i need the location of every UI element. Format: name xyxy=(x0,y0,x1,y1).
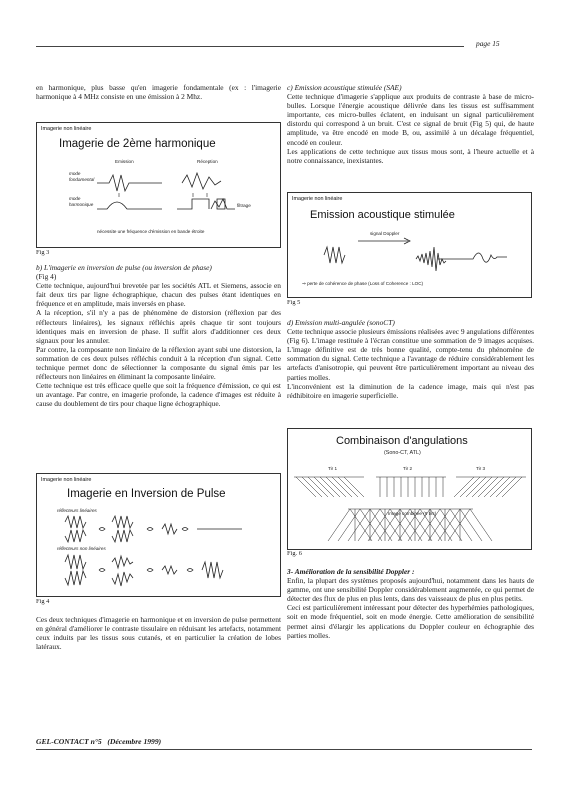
fig5-corner-label: Imagerie non linéaire xyxy=(292,196,343,202)
fig5-signal-label: signal Doppler xyxy=(370,231,400,236)
section-d xyxy=(287,318,534,400)
figure-4 xyxy=(36,473,281,597)
left-column xyxy=(36,83,281,101)
fig4-caption: Fig 4 xyxy=(36,598,50,605)
fig4-title: Imagerie en Inversion de Pulse xyxy=(67,488,226,500)
fig4-waveforms xyxy=(37,474,280,596)
section-d-title: d) Emission multi-angulée (sonoCT) xyxy=(287,318,395,327)
fig6-beams-left xyxy=(294,477,364,497)
left-conclusion xyxy=(36,615,281,651)
fig6-compound-label: Image combinée (9 tirs) xyxy=(388,511,437,516)
section-b-para-3: Par contre, la composante non linéaire de la réflexion ayant subi une distorsion, la sommation de ces deux pulses réfléchis conduit à la réception d'un signal. Cette technique permet donc de sélectionner la composante du signal émis par les réflecteurs non linéaires en éliminant la composante linéaire. xyxy=(36,344,281,382)
fig3-note: nécessite une fréquence d'émission en bande étroite xyxy=(97,229,205,234)
fig6-beam-patterns xyxy=(288,429,531,549)
fig3-waveforms xyxy=(37,123,280,247)
section-c-para-1: Cette technique d'imagerie s'applique aux produits de contraste à base de micro-bulles. Lorsque l'énergie acoustique délivrée dans les tissus est suffisamment importante, ces micro-bulles éclatent, en induisant un signal particulièrement distordu qui correspond à un bruit. C'est ce signal de bruit (Fig 5) qui, de haute amplitude, va être encodé en mode B, ou, assimilé à un décalage fréquentiel, encodé en couleur. xyxy=(287,92,534,147)
conclusion-paragraph: Ces deux techniques d'imagerie en harmonique et en inversion de pulse permettent en général d'améliorer le contraste tissulaire en réduisant les artefacts, notamment ceux induits par les tissus sous cutanés, et en particulier la création de lobes latéraux. xyxy=(36,615,281,652)
fig6-beams-center xyxy=(376,477,446,497)
fig6-compound-mesh xyxy=(328,509,492,541)
section-3-para-1: Enfin, la plupart des systèmes proposés aujourd'hui, notamment dans les hauts de gamme, ont une sensibilité Doppler considérablement augmentée, ce qui permet de détecter des flux de plus en plus lents, dans des vaisseaux de plus en plus petits. xyxy=(287,576,534,604)
fig3-caption: Fig 3 xyxy=(36,249,50,256)
section-b-para-2: A la réception, s'il n'y a pas de phénomène de distorsion (réflexion par des réflecteurs linéaires), les signaux réfléchis après chaque tir sont toujours identiques mais en inversion de phase. Il suffit alors d'additionner ces deux signaux pour les annuler. xyxy=(36,308,281,345)
section-d-para-2: L'inconvénient est la diminution de la cadence image, mais qui n'est pas rédhibitoire en imagerie superficielle. xyxy=(287,381,534,400)
section-c-title: c) Emission acoustique stimulée (SAE) xyxy=(287,83,402,92)
fig5-caption: Fig 5 xyxy=(287,299,301,306)
intro-paragraph: en harmonique, plus basse qu'en imagerie fondamentale (ex : l'imagerie harmonique à 4 MHz consiste en une émission à 2 Mhz. xyxy=(36,83,281,102)
section-b-ref: (Fig 4) xyxy=(36,272,57,282)
fig3-mode-fundamental: mode fondamental xyxy=(69,171,95,182)
fig5-title: Emission acoustique stimulée xyxy=(310,209,455,221)
page-number: page 15 xyxy=(476,39,500,48)
fig4-corner-label: Imagerie non linéaire xyxy=(41,477,92,483)
figure-5 xyxy=(287,192,532,298)
section-c-para-2: Les applications de cette technique aux tissus mous sont, à l'heure actuelle et à notre connaissance, inexistantes. xyxy=(287,146,534,165)
fig5-note: ⇒ perte de cohérence de phase (Loss of Coherence : LOC) xyxy=(302,281,424,286)
fig4-linear-label: réflecteurs linéaires xyxy=(57,508,97,513)
section-b-para-4: Cette technique est très efficace quelle que soit la fréquence d'émission, ce qui est un avantage. Par contre, en imagerie profonde, la cadence d'images est réduite à cause du doublement de tirs pour chaque ligne échographique. xyxy=(36,381,281,409)
fig6-beams-right xyxy=(454,477,526,497)
fig3-reception-label: Réception xyxy=(197,159,218,164)
figure-6 xyxy=(287,428,532,550)
footer-publication: GEL-CONTACT n°5 (Décembre 1999) xyxy=(36,737,162,746)
section-b-title: b) L'imagerie en inversion de pulse (ou inversion de phase) xyxy=(36,263,212,272)
fig3-title: Imagerie de 2ème harmonique xyxy=(59,138,216,150)
fig3-filtering-label: filtrage xyxy=(237,203,251,208)
section-d-para-1: Cette technique associe plusieurs émissions réalisées avec 9 angulations différentes (Fig 6). L'image restituée à l'écran constitue une sommation de 9 images acquises. L'image définitive est de très bonne qualité, compte-tenu du phénomène de sommation du signal. Cette technique a l'avantage de réduire considérablement les artefacts d'anisotropie, qui peuvent être particulièrement important au niveau des parties molles. xyxy=(287,327,534,382)
section-b-para-1: Cette technique, aujourd'hui brevetée par les sociétés ATL et Siemens, associe en fait deux tirs par ligne échographique, chacun des pulses étant identiques en fréquence et en amplitude, mais inversés en phase. xyxy=(36,281,281,309)
section-3-title: 3- Amélioration de la sensibilité Doppler : xyxy=(287,567,415,576)
section-3-para-2: Ceci est particulièrement intéressant pour détecter des hyperhémies pathologiques, soit en mode fréquentiel, soit en mode énergie. Cette amélioration de sensibilité permet ainsi d'élargir les applications du Doppler couleur en échographie des parties molles. xyxy=(287,603,534,640)
figure-3 xyxy=(36,122,281,248)
fig6-caption: Fig. 6 xyxy=(287,550,302,557)
fig6-tir1: Tir 1 xyxy=(328,466,338,471)
fig5-waveforms xyxy=(288,193,531,297)
section-c xyxy=(287,83,534,165)
fig6-tir2: Tir 2 xyxy=(403,466,413,471)
fig3-mode-harmonic: mode harmonique xyxy=(69,196,94,207)
fig6-title: Combinaison d'angulations xyxy=(336,435,468,447)
fig4-nonlinear-label: réflecteurs non linéaires xyxy=(57,546,106,551)
section-3 xyxy=(287,567,534,640)
fig3-emission-label: Emission xyxy=(115,159,134,164)
header-rule xyxy=(36,46,464,47)
fig3-corner-label: Imagerie non linéaire xyxy=(41,126,92,132)
fig6-subtitle: (Sono-CT, ATL) xyxy=(384,450,421,456)
section-b xyxy=(36,263,281,409)
footer-rule xyxy=(36,749,532,750)
fig6-tir3: Tir 3 xyxy=(476,466,486,471)
